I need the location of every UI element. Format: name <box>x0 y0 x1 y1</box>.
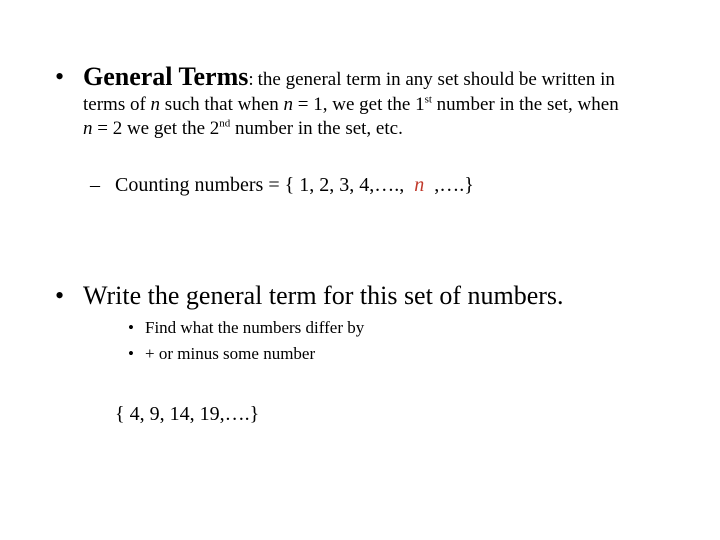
general-terms-title: General Terms <box>83 62 249 91</box>
line2-text-b: such that when <box>164 94 279 115</box>
bullet-write-general-term: • <box>55 281 65 310</box>
line3-superscript: nd <box>219 117 231 130</box>
sub-bullet-differ-by: Find what the numbers differ by <box>145 318 365 337</box>
sub-bullet-dot-2: • <box>128 344 134 363</box>
line2-var-n2: n <box>283 94 294 115</box>
write-general-term-text: Write the general term for this set of numbers. <box>83 281 564 310</box>
line2-var-n1: n <box>150 94 161 115</box>
general-terms-line-3 <box>83 118 403 140</box>
line2-superscript: st <box>424 93 432 106</box>
line2-text-c: = 1, we get the 1 <box>297 94 425 115</box>
general-terms-line-1 <box>83 62 615 92</box>
bullet-general-terms: • <box>55 62 65 91</box>
general-terms-colon: : <box>248 69 254 90</box>
dash-counting-numbers: – <box>90 174 100 196</box>
general-terms-definition-line-1: the general term in any set should be written in <box>257 69 615 90</box>
counting-numbers-var-n: n <box>414 174 425 196</box>
line3-var-n: n <box>83 118 93 139</box>
line2-text-d: number in the set, when <box>436 94 619 115</box>
general-terms-line-2 <box>83 94 619 116</box>
sub-bullet-plus-minus: + or minus some number <box>145 344 316 363</box>
counting-numbers-tail: ,….} <box>434 174 474 196</box>
line3-text-b: number in the set, etc. <box>235 118 403 139</box>
counting-numbers-text: Counting numbers = { 1, 2, 3, 4,…., <box>115 174 405 196</box>
number-set: { 4, 9, 14, 19,….} <box>115 403 260 425</box>
line3-text-a: = 2 we get the 2 <box>97 118 220 139</box>
line2-text-a: terms of <box>83 94 146 115</box>
counting-numbers-line <box>115 174 474 197</box>
sub-bullet-dot-1: • <box>128 318 134 337</box>
